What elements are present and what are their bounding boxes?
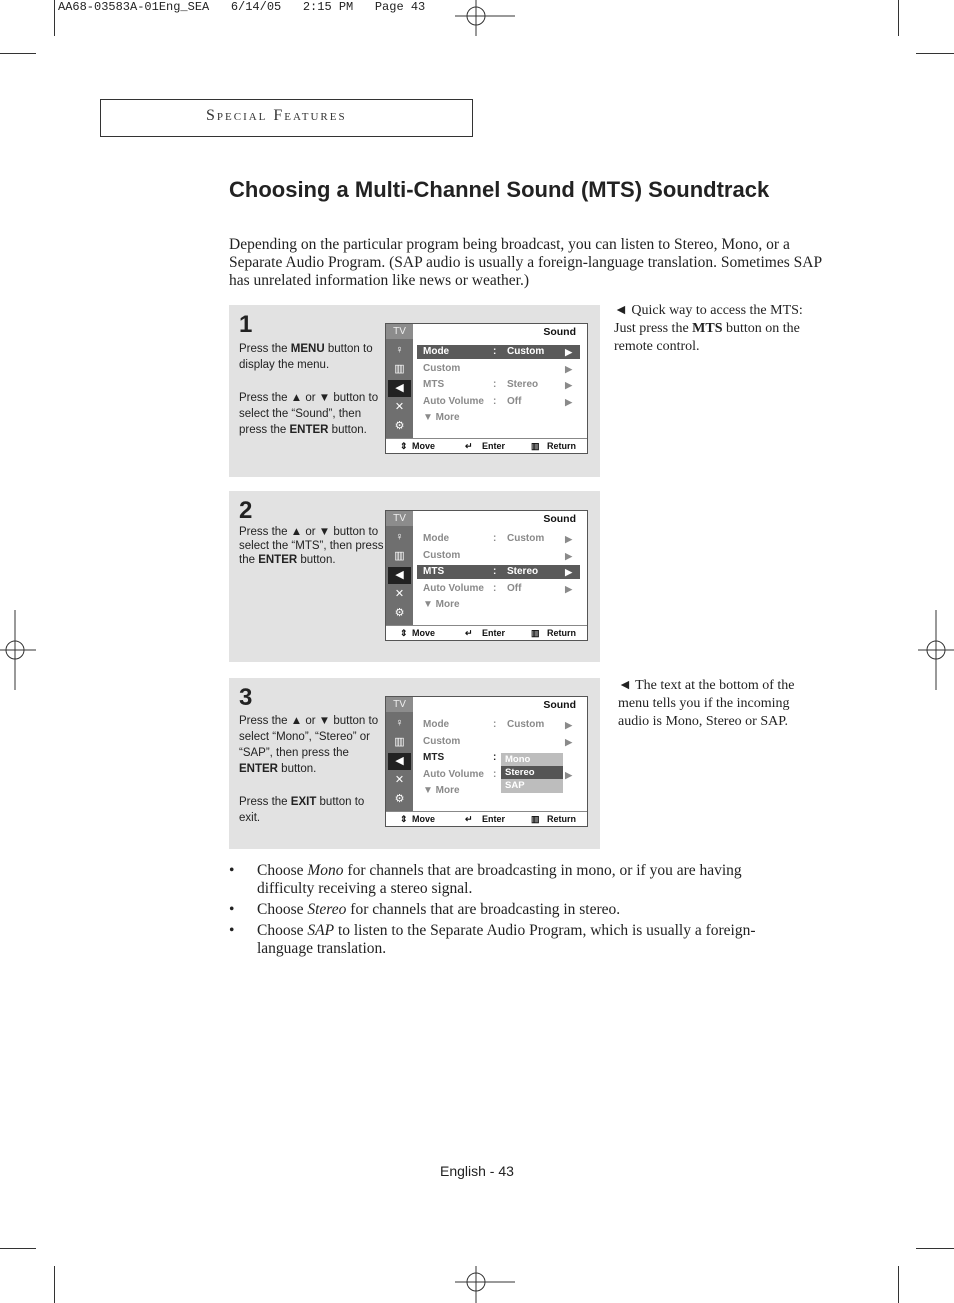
crop-mark <box>0 1248 36 1249</box>
arrow-right-icon: ▶ <box>565 769 572 780</box>
arrow-right-icon: ▶ <box>565 583 572 594</box>
arrow-right-icon: ▶ <box>565 567 572 577</box>
bullet-list <box>229 862 769 961</box>
step-panel-3 <box>229 678 600 849</box>
step-instruction: Press the ▲ or ▼ button to select “Mono”, “Stereo” or “SAP”, then press the ENTER button. <box>239 715 379 775</box>
sound-icon: ◀ <box>388 567 411 584</box>
channel-icon: ✕ <box>394 774 405 786</box>
osd-dropdown-option: SAP <box>505 780 525 791</box>
registration-mark <box>0 610 36 690</box>
step-number: 1 <box>239 311 253 338</box>
osd-heading: Sound <box>543 699 576 711</box>
osd-dropdown-option: Mono <box>505 754 531 765</box>
osd-menu-row: Custom ▶ <box>423 549 572 561</box>
printer-slug: AA68-03583A-01Eng_SEA 6/14/05 2:15 PM Page 43 <box>58 0 426 14</box>
setup-icon: ⚙ <box>394 793 405 805</box>
step-panel-2 <box>229 491 600 662</box>
osd-dropdown <box>501 753 563 793</box>
list-item: • Choose Stereo for channels that are broadcasting in stereo. <box>229 901 621 918</box>
osd-menu-row: Auto Volume : Off ▶ <box>423 582 572 594</box>
channel-icon: ✕ <box>394 588 405 600</box>
crop-mark <box>898 1266 899 1303</box>
osd-menu-row: Auto Volume : ▶ <box>423 768 572 780</box>
step-instruction: Press the ▲ or ▼ button to select the “Sound”, then press the ENTER button. <box>239 392 379 436</box>
enter-icon: ↵ <box>465 628 473 638</box>
osd-menu-row: ▼ More <box>423 599 460 610</box>
osd-menu-row: ▼ More <box>423 785 460 796</box>
arrow-right-icon: ▶ <box>565 347 572 357</box>
arrow-right-icon: ▶ <box>565 396 572 407</box>
registration-mark <box>455 0 515 36</box>
step-number: 2 <box>239 497 253 524</box>
crop-mark <box>54 1266 55 1303</box>
osd-tv-label: TV <box>386 697 413 712</box>
arrow-right-icon: ▶ <box>565 736 572 747</box>
setup-icon: ⚙ <box>394 420 405 432</box>
picture-icon: ♀ <box>395 531 404 543</box>
osd-tv-label: TV <box>386 324 413 339</box>
side-note: ◄ The text at the bottom of the menu tells you if the incoming audio is Mono, Stereo or SAP. <box>618 678 795 729</box>
osd-menu-screen <box>385 323 588 454</box>
step-instruction: Press the EXIT button to exit. <box>239 796 365 824</box>
page-title: Choosing a Multi-Channel Sound (MTS) Soundtrack <box>229 177 770 202</box>
crop-mark <box>898 0 899 36</box>
osd-menu-screen <box>385 696 588 827</box>
return-icon: ▥ <box>531 441 540 451</box>
menu-grid-icon: ▥ <box>394 736 405 748</box>
section-title: Special Features <box>206 107 347 124</box>
crop-mark <box>916 53 954 54</box>
return-icon: ▥ <box>531 628 540 638</box>
osd-heading: Sound <box>543 326 576 338</box>
side-note: ◄ Quick way to access the MTS: Just press the MTS button on the remote control. <box>614 303 803 354</box>
enter-icon: ↵ <box>465 814 473 824</box>
list-item: • Choose SAP to listen to the Separate Audio Program, which is usually a foreign-language translation. <box>229 922 756 957</box>
arrow-right-icon: ▶ <box>565 380 572 390</box>
osd-menu-row: ▼ More <box>423 412 460 423</box>
page-number: English - 43 <box>440 1163 514 1179</box>
arrow-right-icon: ▶ <box>565 720 572 730</box>
step-instruction: Press the MENU button to display the menu. <box>239 343 373 371</box>
crop-mark <box>0 53 36 54</box>
channel-icon: ✕ <box>394 401 405 413</box>
step-instruction: Press the ▲ or ▼ button to select the “MTS”, then press the ENTER button. <box>239 526 384 566</box>
osd-menu-row: Mode : Custom ▶ <box>423 533 572 544</box>
setup-icon: ⚙ <box>394 607 405 619</box>
registration-mark <box>918 610 954 690</box>
step-number: 3 <box>239 684 253 711</box>
osd-menu-row: MTS : Stereo ▶ <box>417 565 580 579</box>
arrow-right-icon: ▶ <box>565 534 572 544</box>
osd-heading: Sound <box>543 513 576 525</box>
osd-footer: ⇕ Move ↵ Enter ▥ Return <box>386 811 587 827</box>
menu-grid-icon: ▥ <box>394 550 405 562</box>
arrow-right-icon: ▶ <box>565 550 572 561</box>
picture-icon: ♀ <box>395 717 404 729</box>
osd-footer: ⇕ Move ↵ Enter ▥ Return <box>386 625 587 641</box>
osd-footer: ⇕ Move ↵ Enter ▥ Return <box>386 438 587 454</box>
crop-mark <box>54 0 55 36</box>
return-icon: ▥ <box>531 814 540 824</box>
osd-tv-label: TV <box>386 511 413 526</box>
arrow-right-icon: ▶ <box>565 363 572 374</box>
osd-menu-row: Auto Volume : Off ▶ <box>423 395 572 407</box>
updown-icon: ⇕ <box>400 814 408 824</box>
osd-dropdown-option: Stereo <box>501 766 563 779</box>
sound-icon: ◀ <box>388 380 411 397</box>
updown-icon: ⇕ <box>400 441 408 451</box>
osd-menu-row: MTS : Stereo ▶ <box>423 379 572 390</box>
updown-icon: ⇕ <box>400 628 408 638</box>
osd-menu-row: MTS : <box>423 752 497 763</box>
osd-menu-row: Mode : Custom ▶ <box>417 345 580 359</box>
osd-menu-screen <box>385 510 588 641</box>
registration-mark <box>455 1266 515 1303</box>
enter-icon: ↵ <box>465 441 473 451</box>
sound-icon: ◀ <box>388 753 411 770</box>
crop-mark <box>916 1248 954 1249</box>
step-panel-1 <box>229 305 600 477</box>
osd-menu-row: Custom ▶ <box>423 362 572 374</box>
list-item: • Choose Mono for channels that are broadcasting in mono, or if you are having difficulty receiving a stereo signal. <box>229 862 742 897</box>
menu-grid-icon: ▥ <box>394 363 405 375</box>
osd-menu-row: Custom ▶ <box>423 735 572 747</box>
osd-menu-row: Mode : Custom ▶ <box>423 719 572 730</box>
intro-paragraph: Depending on the particular program being broadcast, you can listen to Stereo, Mono, or a Separate Audio Program. (SAP audio is usually a foreign-language translation. Sometimes SAP has unrelated information like news or weather.) <box>229 236 822 289</box>
picture-icon: ♀ <box>395 344 404 356</box>
